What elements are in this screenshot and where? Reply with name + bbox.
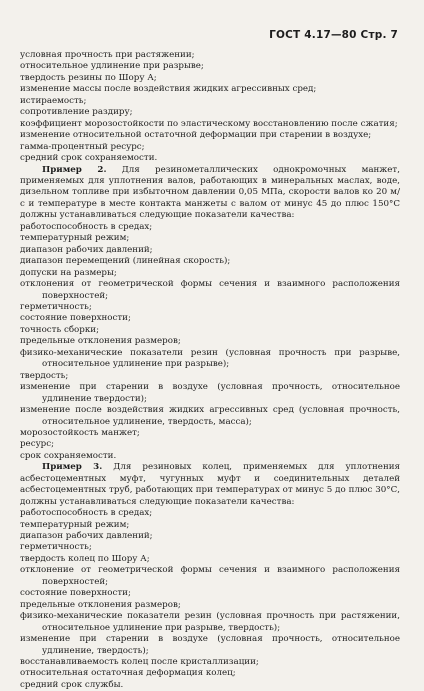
list-item: диапазон рабочих давлений; xyxy=(20,531,153,542)
list-item: диапазон перемещений (линейная скорость); xyxy=(20,256,231,267)
list-item: точность сборки; xyxy=(20,324,99,335)
indicator-list-2 xyxy=(20,222,400,463)
list-item: изменение массы после воздействия жидких агрессивных сред; xyxy=(20,84,317,95)
list-item: физико-механические показатели резин (условная прочность при растяжении, относительное удлинение при разрыве, твердость); xyxy=(20,611,400,633)
list-item: диапазон рабочих давлений; xyxy=(20,244,153,255)
list-item: условная прочность при растяжении; xyxy=(20,50,195,60)
list-item: ресурс; xyxy=(20,439,55,450)
example-2-label: Пример 2. xyxy=(42,164,107,175)
indicator-list-1 xyxy=(20,50,400,165)
list-item: состояние поверхности; xyxy=(20,588,131,599)
list-item: истираемость; xyxy=(20,95,87,106)
example-2-text: Для резинометаллических однокромочных манжет, применяемых для уплотнения валов, работающих в минеральных маслах, воде, дизельном топливе при избыточном давлении 0,05 МПа, скорости валов ко 20 м/с и температуре в месте контакта манжеты с валом от минус 45 до плюс 150°С должны устанавливаться следующие показатели качества: xyxy=(20,164,400,221)
list-item: допуски на размеры; xyxy=(20,267,117,278)
list-item: изменение после воздействия жидких агрессивных сред (условная прочность, относительное удлинение, твердость, масса); xyxy=(20,405,400,427)
list-item: предельные отклонения размеров; xyxy=(20,336,181,347)
list-item: твердость колец по Шору А; xyxy=(20,553,150,564)
list-item: работоспособность в средах; xyxy=(20,508,153,519)
list-item: гамма-процентный ресурс; xyxy=(20,141,145,152)
list-item: герметичность; xyxy=(20,542,92,553)
list-item: восстанавливаемость колец после кристаллизации; xyxy=(20,657,259,668)
list-item: изменение относительной остаточной деформации при старении в воздухе; xyxy=(20,130,372,141)
list-item: срок сохраняемости. xyxy=(20,450,117,461)
page-header: ГОСТ 4.17—80 Стр. 7 xyxy=(269,29,398,41)
example-2-paragraph xyxy=(20,165,400,222)
list-item: сопротивление раздиру; xyxy=(20,107,133,118)
list-item: изменение при старении в воздухе (условная прочность, относительное удлинение твердости); xyxy=(20,382,400,404)
list-item: средний срок сохраняемости. xyxy=(20,153,158,164)
example-3-text: Для резиновых колец, применяемых для уплотнения асбестоцементных муфт, чугунных муфт и соединительных деталей асбестоцементных труб, работающих при температурах от минус 5 до плюс 30°С, должны устанавливаться следующие показатели качества: xyxy=(20,462,401,507)
example-3-paragraph xyxy=(20,462,400,508)
list-item: предельные отклонения размеров; xyxy=(20,599,181,610)
list-item: морозостойкость манжет; xyxy=(20,427,140,438)
list-item: отклонение от геометрической формы сечения и взаимного расположения поверхностей; xyxy=(20,565,400,587)
list-item: работоспособность в средах; xyxy=(20,221,153,232)
list-item: средний срок службы. xyxy=(20,679,124,690)
list-item: изменение при старении в воздухе (условная прочность, относительное удлинение, твердость); xyxy=(20,634,400,656)
list-item: температурный режим; xyxy=(20,519,130,530)
example-3-label: Пример 3. xyxy=(42,462,103,473)
list-item: относительная остаточная деформация колец; xyxy=(20,668,236,679)
list-item: физико-механические показатели резин (условная прочность при разрыве, относительное удлинение при разрыве); xyxy=(20,347,400,370)
list-item: твердость; xyxy=(20,370,69,381)
list-item: относительное удлинение при разрыве; xyxy=(20,61,204,72)
indicator-list-3 xyxy=(20,508,400,691)
list-item: коэффициент морозостойкости по эластическому восстановлению после сжатия; xyxy=(20,118,398,129)
list-item: твердость резины по Шору А; xyxy=(20,72,157,83)
document-body xyxy=(20,50,400,691)
list-item: температурный режим; xyxy=(20,233,130,244)
list-item: состояние поверхности; xyxy=(20,313,131,324)
list-item: отклонения от геометрической формы сечения и взаимного расположения поверхностей; xyxy=(20,279,400,301)
list-item: герметичность; xyxy=(20,301,92,312)
